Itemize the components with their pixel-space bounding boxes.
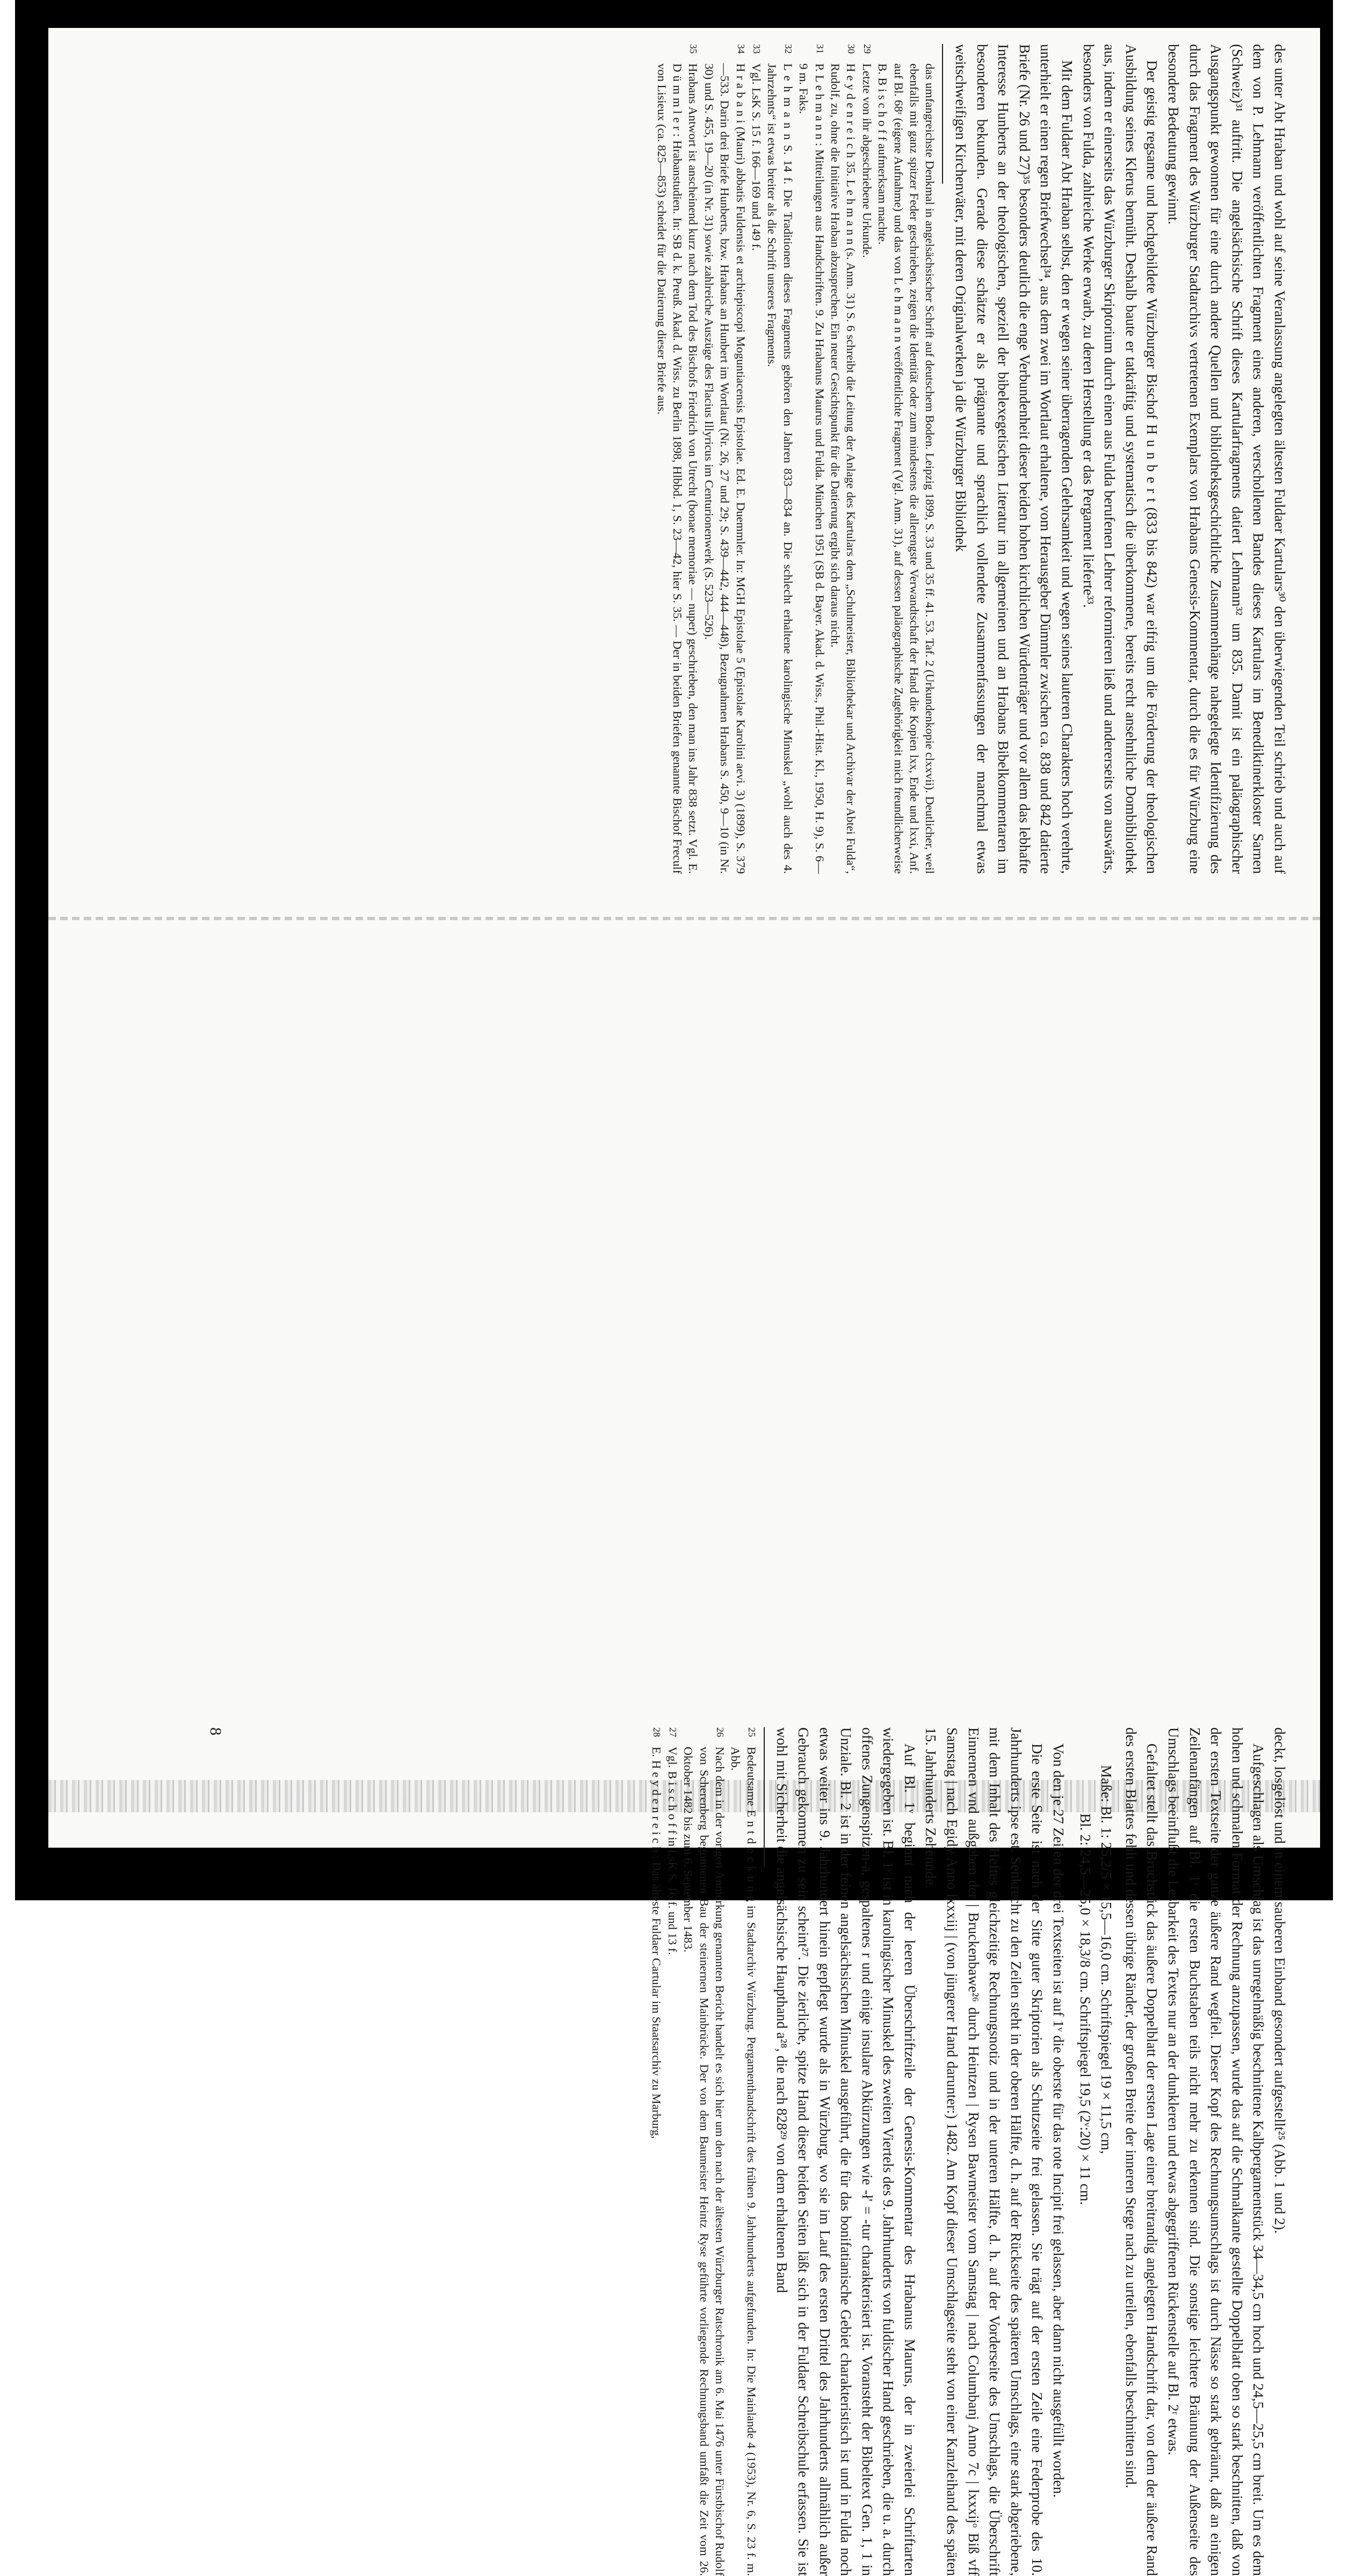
page-gutter xyxy=(48,917,1320,920)
footnote xyxy=(649,1727,664,2576)
paragraph: Die erste Seite ist nach der Sitte guter Skriptorien als Schutzseite frei gelassen. Sie trägt auf der ersten Zeile eine Federprobe des 10. Jahrhunderts ipse est. Senkrecht zu den Zeilen steht in der oberen Hälfte, d. h. auf der Rückseite des späteren Umschlags, eine stark abgeriebene, mit dem Inhalt des Heftes gleichzeitige Rechnungsnotiz und in der unteren Hälfte, d. h. auf der Vorderseite des Umschlags, die Überschrift Einnemen vnd außgeben der | Bruckenbawe²⁶ durch Heintzen | Rysen Bawmeister vom Samstag | nach Columbanj Anno 7c | lxxxijᵒ Biß vff Samstag | nach Egidy Anno lxxxiij | (von jüngerer Hand darunter:) 1482. Am Kopf dieser Umschlagseite steht von einer Kanzleihand des späten 15. Jahrhunderts Zehennde. xyxy=(923,1727,1046,2576)
left-page xyxy=(207,1727,1290,2576)
footnote-number: 27 xyxy=(667,1727,678,1737)
footnote xyxy=(764,44,796,874)
footnote-number: 26 xyxy=(714,1727,726,1737)
footnote-number: 25 xyxy=(746,1727,757,1737)
footnote xyxy=(680,1727,728,2576)
paragraph: des unter Abt Hraban und wohl auf seine Veranlassung angelegten ältesten Fuldaer Kartulars³⁰ den überwiegenden Teil schrieb und auch auf dem von P. Lehmann veröffentlichten Fragment eines anderen, verschollenen Bandes dieses Kartulars im Benediktinerkloster Sarnen (Schweiz)³¹ auftritt. Die angelsächsische Schrift dieses Kartularfragments datiert Lehmann³² um 835. Damit ist ein paläographischer Ausgangspunkt gewonnen für eine durch andere Quellen und bibliotheksgeschichtliche Zusammenhänge nahegelegte Identifizierung des durch das Fragment des Würzburger Stadtarchivs vertretenen Exemplars von Hrabans Genesis-Kommentar, durch die es für Würzburg eine besondere Bedeutung gewinnt. xyxy=(1165,44,1288,874)
paragraph: Aufgeschlagen als Umschlag ist das unregelmäßig beschnittene Kalbpergamentstück 34—34,5 cm hoch und 24,5—25,5 cm breit. Um es dem hohen und schmalen Format der Rechnung anzupassen, wurde das auf die Schmalkante gestellte Doppelblatt oben so stark beschnitten, daß von der ersten Textseite der ganze äußere Rand wegfiel. Dieser Kopf des Rechnungsumschlags ist durch Nässe so stark gebräunt, daß an einigen Zeilenanfängen auf Bl. 1ᵛ die ersten Buchstaben teils nicht mehr zu erkennen sind. Die sonstige leichtere Bräunung der Außenseite des Umschlags beeinflußt die Lesbarkeit des Textes nur an der dunkleren und etwas abgegriffenen Rückenstelle auf Bl. 2ʳ etwas. xyxy=(1165,1727,1267,2576)
footnote-text: L e h m a n n S. 14 f. Die Traditionen dieses Fragments gehören den Jahren 833—834 an. Die schlecht erhaltene karolingische Minuskel „wohl auch des 4. Jahrzehnts“ ist etwas breiter als die Schrift unseres Fragments. xyxy=(765,63,795,874)
footnote xyxy=(749,44,764,874)
footnote xyxy=(859,44,874,874)
footnote-number: 28 xyxy=(651,1727,663,1737)
footnote-text: P. L e h m a n n : Mitteilungen aus Handschriften. 9. Zu Hrabanus Maurus und Fulda. München 1951 (SB d. Bayer. Akad. d. Wiss., Phil.-Hist. Kl., 1950, H. 9), S. 6—9 m. Faks. xyxy=(797,63,827,874)
footnote-number: 31 xyxy=(814,44,825,54)
footnote xyxy=(828,44,859,874)
footnote-number: 34 xyxy=(735,44,747,54)
measurements xyxy=(1074,1727,1117,2576)
footnote xyxy=(728,1727,759,2576)
page-number: 8 xyxy=(207,1727,224,1735)
footnote-number: 35 xyxy=(688,44,699,54)
paragraph: Gefaltet stellt das Bruchstück das äußere Doppelblatt der ersten Lage einer breitrandig angelegten Handschrift dar, von dem der äußere Rand des ersten Blattes fehlt und dessen übrige Ränder, der großen Breite der inneren Stege nach zu urteilen, ebenfalls beschnitten sind. xyxy=(1122,1727,1161,2576)
footnote-rule xyxy=(764,1727,765,1867)
footnote-continuation: das umfangreichste Denkmal in angelsächsischer Schrift auf deutschem Boden. Leipzig 1899, S. 33 und 35 ff. 41. 53. Taf. 2 (Urkundenkopie clxxvii). Deutlicher, weil ebenfalls mit ganz spitzer Feder geschrieben, zeigen die Identität oder zum mindestens die allerengste Verwandtschaft der Hand die Kopien lxx, Ende und lxxi, Anf. auf Bl. 68ʳ (eigene Aufnahme) und das von L e h m a n n veröffentlichte Fragment (Vgl. Anm. 31), auf dessen paläographische Zugehörigkeit mich freundlicherweise B. B i s c h o f f aufmerksam machte. xyxy=(876,63,937,874)
footnote-text: Letzte von ihr abgeschriebene Urkunde. xyxy=(860,63,874,258)
paragraph: Mit dem Fuldaer Abt Hraban selbst, den er wegen seiner überragenden Gelehrsamkeit und wegen seines lauteren Charakters hoch verehrte, unterhielt er einen regen Briefwechsel³⁴, aus dem zwei im Wortlaut erhaltene, vom Herausgeber Dümmler zwischen ca. 838 und 842 datierte Briefe (Nr. 26 und 27)³⁵ besonders deutlich die enge Verbundenheit dieser beiden hohen kirchlichen Würdenträger und vor allem das lebhafte Interesse Hunberts an der theologischen, speziell der bibelexegetischen Literatur im allgemeinen und an Hrabans Bibelkommentaren im besonderen bekunden. Gerade diese schätzte er als prägnante und sprachlich vollendete Zusammenfassungen der manchmal etwas weitschweifigen Kirchenväter, mit deren Originalwerken ja die Würzburger Bibliothek xyxy=(953,44,1076,874)
measurement-line: Bl. 2: 24,5—25,0 × 18,3/8 cm. Schriftspiegel 19,5 (2ᵛ:20) × 11 cm. xyxy=(1077,1813,1093,2205)
right-page xyxy=(238,44,1290,874)
paragraph: Von den je 27 Zeilen der drei Textseiten ist auf 1ᵛ die oberste für das rote Incipit frei gelassen, aber dann nicht ausgefüllt worden. xyxy=(1050,1743,1067,2498)
footnote xyxy=(796,44,828,874)
footnote-text: Hrabans Antwort ist anscheinend kurz nach dem Tod des Bischofs Friedrich von Utrecht (bonae memoriae — nuper) geschrieben, den man ins Jahr 838 setzt. Vgl. E. D ü m m l e r : Hrabanstudien. In: SB d. k. Preuß. Akad. d. Wiss. zu Berlin 1898, Hlbbd. 1, S. 23—42, hier S. 35. — Der in beiden Briefen genannte Bischof Freculf von Lisieux (ca. 825—853) scheidet für die Datierung dieser Briefe aus. xyxy=(655,63,700,874)
footnote-text: Nach dem in der vorigen Anmerkung genannten Bericht handelt es sich hier um den nach der ältesten Würzburger Ratschronik am 6. Mai 1476 unter Fürstbischof Rudolf von Scherenberg begonnenen Bau der steinernen Mainbrücke. Der von dem Baumeister Heintz Ryse geführte vorliegende Rechnungsband umfaßt die Zeit vom 26. Oktober 1482 bis zum 6. September 1483. xyxy=(682,1747,727,2576)
paragraph: Auf Bl. 1ᵛ beginnt nach der leeren Überschriftzeile der Genesis-Kommentar des Hrabanus Maurus, der in zweierlei Schriftarten wiedergegeben ist. Bl. 1ᵛ ist in karolingischer Minuskel des zweiten Viertels des 9. Jahrhunderts von fuldischer Hand geschrieben, die u. a. durch offenes Zungenspitzen-a, gespaltenes r und einige insulare Abkürzungen wie -ł' = -tur charakterisiert ist. Voransteht der Bibeltext Gen. 1, 1 in Unziale. Bl. 2 ist in der feinen angelsächsischen Minuskel ausgeführt, die für das bonifatianische Gebiet charakteristisch ist und in Fulda noch etwas weiter ins 9. Jahrhundert hinein gepflegt wurde als in Würzburg, wo sie im Lauf des ersten Drittel des Jahrhunderts allmählich außer Gebrauch gekommen zu sein scheint²⁷. Die zierliche, spitze Hand dieser beiden Seiten läßt sich in der Fuldaer Schreibschule erfassen. Sie ist wohl mit Sicherheit die angelsächsische Haupthand a²⁸, die nach 828²⁹ von dem erhaltenen Band xyxy=(774,1727,918,2576)
paragraph: deckt, losgelöst und in einem sauberen Einband gesondert aufgestellt²⁵ (Abb. 1 und 2). xyxy=(1272,1727,1288,2234)
footnote xyxy=(654,44,701,874)
footnote-text: H e y d e n r e i c h 35. L e h m a n n (s. Anm. 31) S. 6 schreibt die Leitung der Anlage des Kartulars dem „Schulmeister, Bibliothekar und Archivar der Abtei Fulda“, Rudolf, zu, ohne die Initiative Hraban abzusprechen. Ein neuer Gesichtspunkt für die Datierung ergibt sich daraus nicht. xyxy=(829,63,858,874)
footnote-rule xyxy=(943,44,944,184)
footnote-text: H r a b a n i (Mauri) abbatis Fuldensis et archiepiscopi Moguntiacensis Epistolae. Ed. E. Duemmler. In: MGH Epistolae 5 (Epistolae Karolini aevi. 3) (1899), S. 379—533. Darin drei Briefe Hunberts, bzw. Hrabans an Hunbert im Wortlaut (Nr. 26, 27 und 29; S. 439—442, 444—448), Bezugnahmen Hrabans S. 450, 9—10 (in Nr. 30) und S. 455, 19—20 (in Nr. 31) sowie zahlreiche Auszüge des Flacius Illyricus im Centurionenwerk (S. 523—526). xyxy=(702,63,748,874)
footnote xyxy=(664,1727,680,2576)
footnote xyxy=(701,44,748,874)
footnote-number: 33 xyxy=(751,44,763,54)
paragraph: Der geistig regsame und hochgebildete Würzburger Bischof H u n b e r t (833 bis 842) war eifrig um die Förderung der theologischen Ausbildung seines Klerus bemüht. Deshalb baute er tatkräftig und systematisch die überkommene, bereits recht ansehnliche Dombibliothek aus, indem er einerseits das Würzburger Skriptorium durch einen aus Fulda berufenen Lehrer reformieren ließ und andererseits von auswärts, besonders von Fulda, zahlreiche Werke erwarb, zu deren Herstellung er das Pergament lieferte³³. xyxy=(1080,44,1161,874)
footnote-number: 32 xyxy=(782,44,794,54)
footnote-text: E. H e y d e n r e i c h : Das älteste Fuldaer Cartular im Staatsarchiv zu Marburg, xyxy=(650,1747,664,2139)
footnote-text: Vgl. B i s c h o f f in LsK S. 16 f. und 13 f. xyxy=(665,1747,679,1955)
footnote-text: Bedeutsame E n t d e c k u n g im Stadtarchiv Würzburg. Pergamenthandschrift des frühen 9. Jahrhunderts aufgefunden. In: Die Mainlande 4 (1953), Nr. 6, S. 23 f. m. Abb. xyxy=(729,1747,758,2576)
footnote-text: Vgl. LsK S. 15 f. 166—169 und 149 f. xyxy=(750,63,764,251)
measurement-line: Maße: Bl. 1: 25,2/5 × 15,5—16,0 cm. Schriftspiegel 19 × 11,5 cm, xyxy=(1098,1765,1115,2154)
footnote-number: 29 xyxy=(861,44,873,54)
footnote-number: 30 xyxy=(846,44,857,54)
